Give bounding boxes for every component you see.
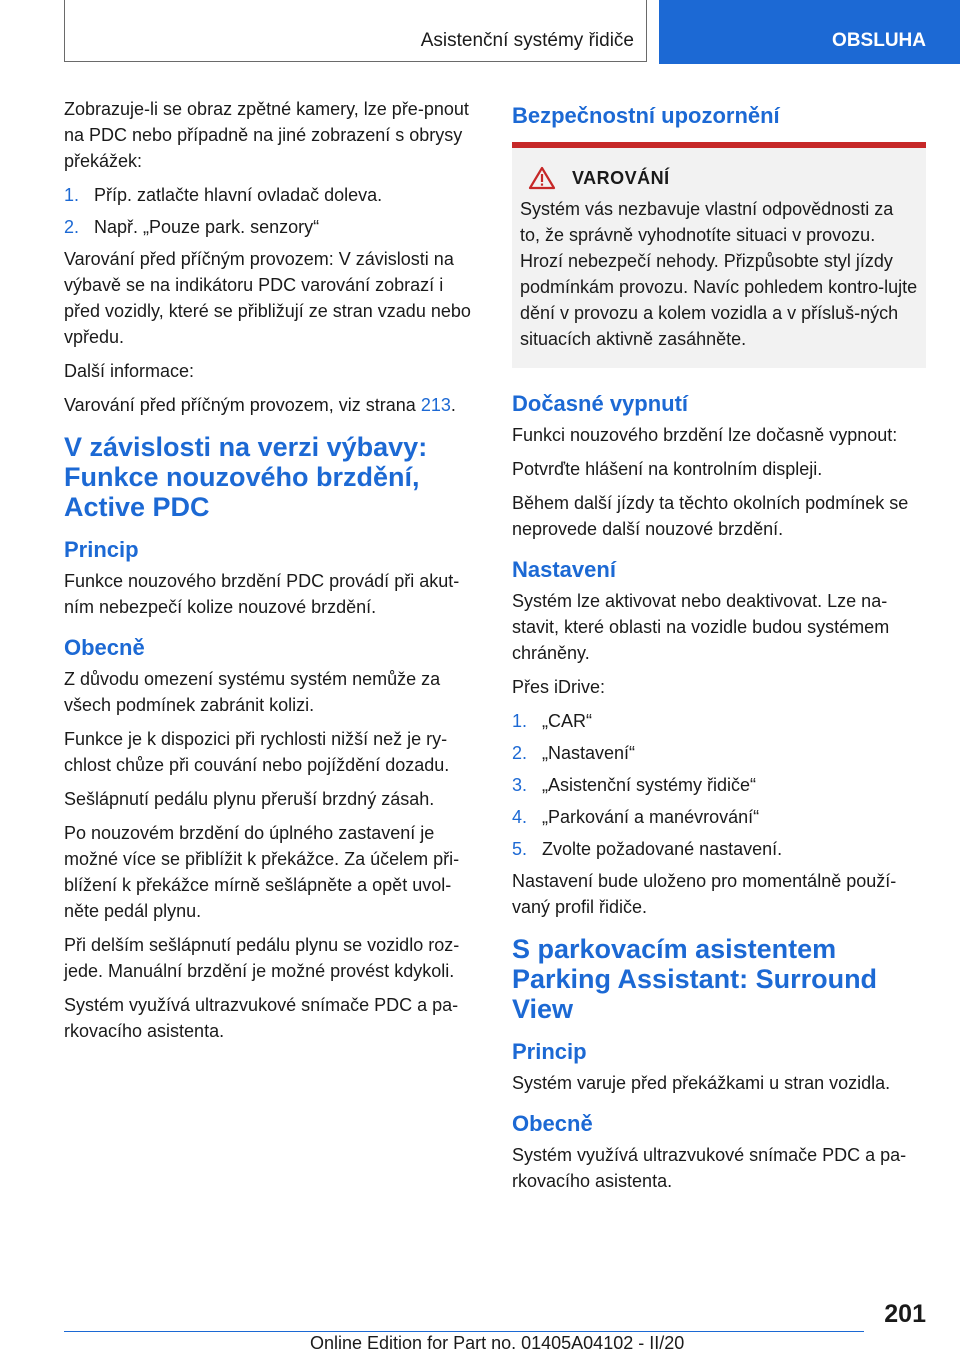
list-item — [512, 836, 926, 862]
list-number: 1. — [64, 185, 80, 205]
list-number: 5. — [512, 839, 528, 859]
subheading-obecne: Obecně — [64, 635, 145, 660]
subheading-nastaveni: Nastavení — [512, 557, 616, 582]
paragraph: Nastavení bude uloženo pro momentálně použí-vaný profil řidiče. — [512, 871, 897, 917]
footer-divider — [64, 1331, 864, 1332]
paragraph: Systém využívá ultrazvukové snímače PDC a pa-rkovacího asistenta. — [64, 995, 459, 1041]
paragraph: Funkci nouzového brzdění lze dočasně vypnout: — [512, 425, 898, 445]
list-text: „Parkování a manévrování“ — [542, 807, 760, 827]
list-item — [64, 182, 478, 208]
subheading-princip: Princip — [64, 537, 139, 562]
warning-text: Systém vás nezbavuje vlastní odpovědnosti za to, že správně vyhodnotíte situaci v provozu. Hrozí nebezpečí nehody. Přizpůsobte styl jízdy podmínkám provozu. Navíc pohledem kontro-lujte dění v provozu a kolem vozidla a v přísluš-ných situacích aktivně zasáhněte. — [520, 199, 918, 349]
section-tab[interactable]: OBSLUHA — [659, 0, 960, 64]
list-text: Příp. zatlačte hlavní ovladač doleva. — [94, 185, 383, 205]
paragraph: Zobrazuje-li se obraz zpětné kamery, lze pře-pnout na PDC nebo případně na jiné zobrazení s obrysy překážek: — [64, 99, 469, 171]
paragraph: Další informace: — [64, 361, 195, 381]
list-number: 4. — [512, 807, 528, 827]
paragraph: Funkce nouzového brzdění PDC provádí při akut-ním nebezpečí kolize nouzové brzdění. — [64, 571, 460, 617]
header-box — [64, 0, 647, 62]
list-text: „Asistenční systémy řidiče“ — [542, 775, 757, 795]
footer-edition: Online Edition for Part no. 01405A04102 - II/20 — [310, 1333, 685, 1353]
list-item — [512, 772, 926, 798]
page-link[interactable]: 213 — [420, 395, 451, 415]
paragraph: Při delším sešlápnutí pedálu plynu se vozidlo roz-jede. Manuální brzdění je možné provést kdykoli. — [64, 935, 460, 981]
section-heading: V závislosti na verzi výbavy: Funkce nouzového brzdění, Active PDC — [64, 432, 428, 522]
warning-header — [520, 166, 918, 190]
list-item — [512, 804, 926, 830]
paragraph: Po nouzovém brzdění do úplného zastavení je možné více se přiblížit k překážce. Za účelem při-blížení k překážce mírně sešlápněte a opět uvol-něte pedál plynu. — [64, 823, 460, 921]
steps-list — [64, 182, 478, 240]
list-text: „CAR“ — [542, 711, 592, 731]
section-heading: S parkovacím asistentem Parking Assistant: Surround View — [512, 934, 878, 1024]
list-text: „Nastavení“ — [542, 743, 636, 763]
paragraph: Varování před příčným provozem: V závislosti na výbavě se na indikátoru PDC varování zobrazí i před vozidly, které se přibližují ze stran vzadu nebo vpředu. — [64, 249, 471, 347]
list-text: Např. „Pouze park. senzory“ — [94, 217, 320, 237]
warning-title: VAROVÁNÍ — [572, 167, 670, 188]
list-text: Zvolte požadované nastavení. — [542, 839, 783, 859]
paragraph: Potvrďte hlášení na kontrolním displeji. — [512, 459, 823, 479]
list-item — [64, 214, 478, 240]
steps-list — [512, 708, 926, 862]
paragraph: Systém lze aktivovat nebo deaktivovat. Lze na-stavit, které oblasti na vozidle budou systémem chráněny. — [512, 591, 890, 663]
list-number: 3. — [512, 775, 528, 795]
text: . — [450, 395, 456, 415]
subheading-princip: Princip — [512, 1039, 587, 1064]
warning-triangle-icon — [528, 166, 556, 190]
paragraph: Během další jízdy ta těchto okolních podmínek se neprovede další nouzové brzdění. — [512, 493, 909, 539]
paragraph: Z důvodu omezení systému systém nemůže za všech podmínek zabránit kolizi. — [64, 669, 441, 715]
list-number: 2. — [512, 743, 528, 763]
subheading-obecne: Obecně — [512, 1111, 593, 1136]
paragraph: Systém varuje před překážkami u stran vozidla. — [512, 1073, 891, 1093]
list-item — [512, 708, 926, 734]
paragraph: Systém využívá ultrazvukové snímače PDC a pa-rkovacího asistenta. — [512, 1145, 907, 1191]
text: Varování před příčným provozem, viz strana — [64, 395, 421, 415]
header-title: Asistenční systémy řidiče — [420, 30, 634, 51]
subheading-bezpecnost: Bezpečnostní upozornění — [512, 103, 780, 128]
list-number: 1. — [512, 711, 528, 731]
right-column — [512, 96, 926, 1202]
warning-box — [512, 142, 926, 368]
subheading-docasne: Dočasné vypnutí — [512, 391, 689, 416]
page-number: 201 — [884, 1300, 926, 1328]
list-number: 2. — [64, 217, 80, 237]
paragraph: Sešlápnutí pedálu plynu přeruší brzdný zásah. — [64, 789, 435, 809]
paragraph-with-link — [64, 392, 478, 418]
paragraph: Funkce je k dispozici při rychlosti nižší než je ry-chlost chůze při couvání nebo pojíždění dozadu. — [64, 729, 450, 775]
left-column — [64, 96, 478, 1052]
list-item — [512, 740, 926, 766]
paragraph: Přes iDrive: — [512, 677, 606, 697]
